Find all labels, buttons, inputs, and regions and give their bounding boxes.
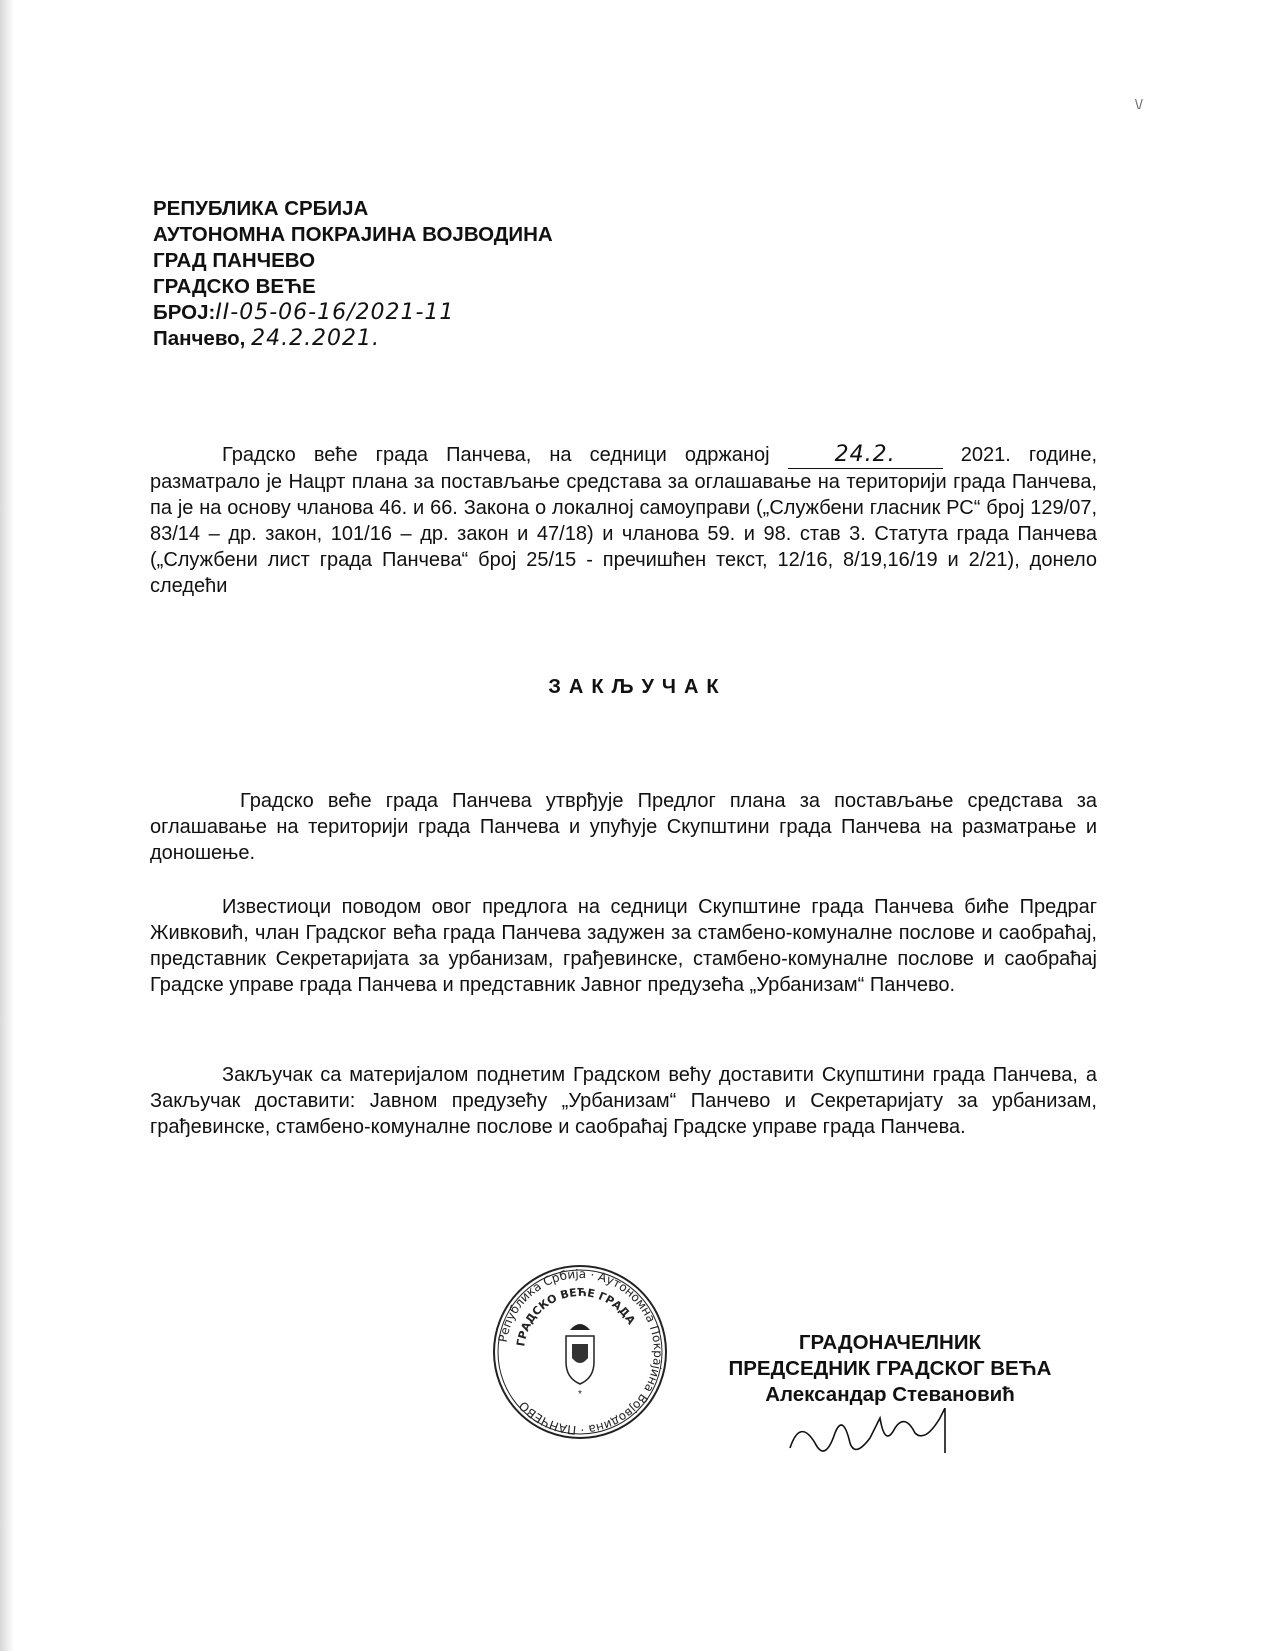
header-line-province: АУТОНОМНА ПОКРАЈИНА ВОЈВОДИНА	[153, 223, 553, 246]
signatory-title-mayor: ГРАДОНАЧЕЛНИК	[798, 1331, 982, 1354]
document-title: ЗАКЉУЧАК	[548, 676, 727, 698]
conclusion-paragraph-1: Градско веће града Панчева утврђује Предлог плана за постављање средстава за оглашавање на територији града Панчева и упућује Скупштини града Панчева на разматрање и доношење.	[150, 790, 1097, 864]
scan-mark: \/	[1135, 96, 1143, 112]
signatory-title-president: ПРЕДСЕДНИК ГРАДСКОГ ВЕЋА	[728, 1357, 1052, 1380]
document-header	[153, 196, 553, 352]
svg-text:*: *	[578, 1389, 582, 1400]
intro-paragraph: Градско веће града Панчева, на седници одржаној 24.2. 2021. године, разматрало је Нацрт плана за постављање средстава за оглашавање на територији града Панчева, па је на основу чланова 46. и 66. Закона о локалној самоуправи („Службени гласник РС“ број 129/07, 83/14 – др. закон, 101/16 – др. закон и 47/18) и чланова 59. и 98. став 3. Статута града Панчева („Службени лист града Панчева“ број 25/15 - пречишћен текст, 12/16, 8/19,16/19 и 2/21), донело следећи	[150, 442, 1098, 597]
conclusion-paragraph-3: Закључак са материјалом поднетим Градском већу доставити Скупштини града Панчева, а Закључак доставити: Јавном предузећу „Урбанизам“ Панчево и Секретаријату за урбанизам, грађевинске, стамбено-комуналне послове и саобраћај Градске управе града Панчева.	[150, 1064, 1097, 1138]
signatory-name: Александар Стевановић	[765, 1383, 1015, 1406]
official-stamp	[490, 1262, 670, 1442]
coat-of-arms-icon	[566, 1324, 594, 1384]
handwritten-signature	[770, 1408, 1010, 1468]
header-line-council: ГРАДСКО ВЕЋЕ	[153, 275, 316, 298]
document-place-date: Панчево, 24.2.2021.	[153, 326, 381, 351]
document-date-value: 24.2.2021.	[251, 326, 381, 351]
signature-block	[700, 1330, 1080, 1475]
svg-text:Република Србија · Аутономна П: Република Србија · Аутономна Покрајина Војводина · ПАНЧЕВО	[495, 1266, 666, 1438]
document-number-value: II-05-06-16/2021-11	[215, 300, 455, 325]
session-date: 24.2.	[788, 442, 943, 469]
header-line-city: ГРАД ПАНЧЕВО	[153, 249, 316, 272]
header-line-republic: РЕПУБЛИКА СРБИЈА	[153, 197, 369, 220]
document-number: БРОЈ:II-05-06-16/2021-11	[153, 300, 455, 325]
scan-edge	[0, 0, 14, 1651]
conclusion-paragraph-2: Известиоци поводом овог предлога на седници Скупштине града Панчева биће Предраг Живковић, члан Градског већа града Панчева задужен за стамбено-комуналне послове и саобраћај, представник Секретаријата за урбанизам, грађевинске, стамбено-комуналне послове и саобраћај Градске управе града Панчева и представник Јавног предузећа „Урбанизам“ Панчево.	[150, 896, 1097, 996]
svg-text:ГРАДСКО ВЕЋЕ ГРАДА: ГРАДСКО ВЕЋЕ ГРАДА	[514, 1285, 638, 1348]
